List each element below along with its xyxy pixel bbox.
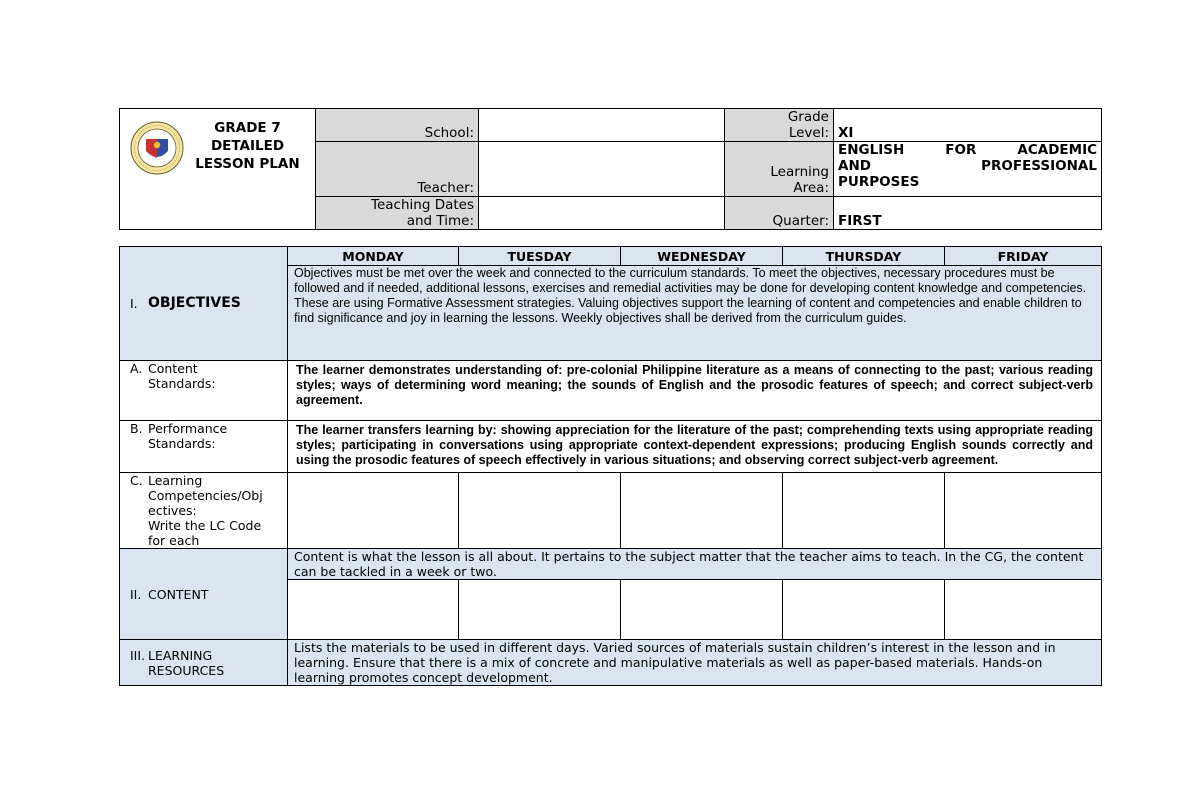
school-field[interactable]	[479, 109, 725, 142]
competencies-label-line-2: Competencies/Obj	[148, 488, 263, 503]
content-label	[120, 549, 288, 640]
content-standards-label	[120, 361, 288, 421]
competencies-cell-tuesday[interactable]	[459, 473, 621, 549]
performance-standards-label-line-2: Standards:	[148, 436, 216, 451]
header-table	[119, 108, 1102, 230]
learning-area-line-1: ENGLISH FOR ACADEMIC	[838, 142, 1097, 158]
day-header-monday: MONDAY	[288, 247, 459, 266]
content-cell-thursday[interactable]	[783, 580, 945, 640]
content-cell-friday[interactable]	[945, 580, 1102, 640]
content-label-text: CONTENT	[148, 586, 209, 602]
days-header-row	[120, 247, 1102, 266]
learning-area-label	[725, 142, 834, 197]
teacher-field[interactable]	[479, 142, 725, 197]
competencies-label-line-1: Learning	[148, 473, 203, 488]
content-standards-label-line-1: Content	[148, 361, 198, 376]
title-line-1: GRADE 7	[214, 120, 281, 136]
teaching-dates-label-line-1: Teaching Dates	[371, 197, 474, 213]
performance-standards-text: The learner transfers learning by: showing appreciation for the literature of the past; comprehending texts using appropriate reading styles; participating in conversations using appropriate context-dependent expressions; producing English sounds correctly and using the prosodic features of speech effectively in various situations; and observing correct subject-verb agreement.	[288, 421, 1102, 473]
learning-area-line-3: PURPOSES	[838, 174, 920, 190]
school-label: School:	[316, 109, 479, 142]
competencies-cell-monday[interactable]	[288, 473, 459, 549]
competencies-cell-friday[interactable]	[945, 473, 1102, 549]
objectives-text: Objectives must be met over the week and connected to the curriculum standards. To meet the objectives, necessary procedures must be followed and if needed, additional lessons, exercises and remedial activities may be done for developing content knowledge and competencies. These are using Formative Assessment strategies. Valuing objectives support the learning of content and competencies and enable children to find significance and joy in learning the lessons. Weekly objectives shall be derived from the curriculum guides.	[288, 266, 1102, 361]
competencies-note-line-2: for each	[148, 533, 200, 548]
day-header-tuesday: TUESDAY	[459, 247, 621, 266]
performance-standards-label	[120, 421, 288, 473]
competencies-note-line-1: Write the LC Code	[148, 518, 262, 533]
lesson-plan-title	[190, 119, 305, 173]
competencies-label	[120, 473, 288, 549]
learning-area-label-line-2: Area:	[793, 180, 829, 196]
teaching-dates-label-line-2: and Time:	[406, 213, 474, 229]
quarter-field[interactable]: FIRST	[834, 197, 1102, 230]
grade-level-label-line-1: Grade	[787, 109, 829, 125]
learning-area-label-line-1: Learning	[770, 164, 829, 180]
competencies-cell-thursday[interactable]	[783, 473, 945, 549]
content-cell-wednesday[interactable]	[621, 580, 783, 640]
grade-level-label	[725, 109, 834, 142]
title-line-2: DETAILED	[210, 138, 285, 154]
header-logo-cell	[120, 109, 316, 230]
learning-area-field[interactable]	[834, 142, 1102, 197]
teaching-dates-label	[316, 197, 479, 230]
resources-label-line-2: RESOURCES	[148, 662, 225, 678]
teaching-dates-field[interactable]	[479, 197, 725, 230]
competencies-num: C.	[130, 473, 143, 488]
learning-area-line-2: AND PROFESSIONAL	[838, 158, 1097, 174]
content-text: Content is what the lesson is all about. It pertains to the subject matter that the teacher aims to teach. In the CG, the content can be tackled in a week or two.	[288, 549, 1102, 580]
grade-level-field[interactable]: XI	[834, 109, 1102, 142]
content-standards-label-text	[148, 361, 216, 391]
teacher-label: Teacher:	[316, 142, 479, 197]
resources-label-line-1: LEARNING	[148, 647, 213, 663]
performance-standards-label-line-1: Performance	[148, 421, 228, 436]
title-line-3: LESSON PLAN	[195, 156, 300, 172]
content-cell-monday[interactable]	[288, 580, 459, 640]
deped-seal-icon	[130, 121, 184, 175]
day-header-wednesday: WEDNESDAY	[621, 247, 783, 266]
competencies-label-text	[148, 473, 263, 548]
content-standards-num: A.	[130, 361, 143, 376]
competencies-label-line-3: ectives:	[148, 503, 197, 518]
content-standards-text: The learner demonstrates understanding of: pre-colonial Philippine literature as a means of connecting to the past; various reading styles; ways of determining word meaning; the sounds of English and the prosodic features of speech; and correct subject-verb agreement.	[288, 361, 1102, 421]
resources-num: III.	[130, 647, 146, 663]
objectives-label	[120, 247, 288, 361]
day-header-friday: FRIDAY	[945, 247, 1102, 266]
content-standards-label-line-2: Standards:	[148, 376, 216, 391]
learning-resources-text: Lists the materials to be used in different days. Varied sources of materials sustain children’s interest in the lesson and in learning. Ensure that there is a mix of concrete and manipulative materials as well as paper-based materials. Hands-on learning promotes concept development.	[288, 640, 1102, 686]
quarter-label: Quarter:	[725, 197, 834, 230]
learning-resources-label	[120, 640, 288, 686]
objectives-label-text: OBJECTIVES	[148, 295, 241, 311]
day-header-thursday: THURSDAY	[783, 247, 945, 266]
lesson-plan-table	[119, 246, 1102, 686]
competencies-cell-wednesday[interactable]	[621, 473, 783, 549]
content-cell-tuesday[interactable]	[459, 580, 621, 640]
resources-label-text	[148, 648, 224, 678]
performance-standards-label-text	[148, 421, 227, 451]
objectives-num: I.	[130, 296, 138, 311]
content-num: II.	[130, 586, 142, 602]
performance-standards-num: B.	[130, 421, 143, 436]
grade-level-label-line-2: Level:	[788, 125, 829, 141]
